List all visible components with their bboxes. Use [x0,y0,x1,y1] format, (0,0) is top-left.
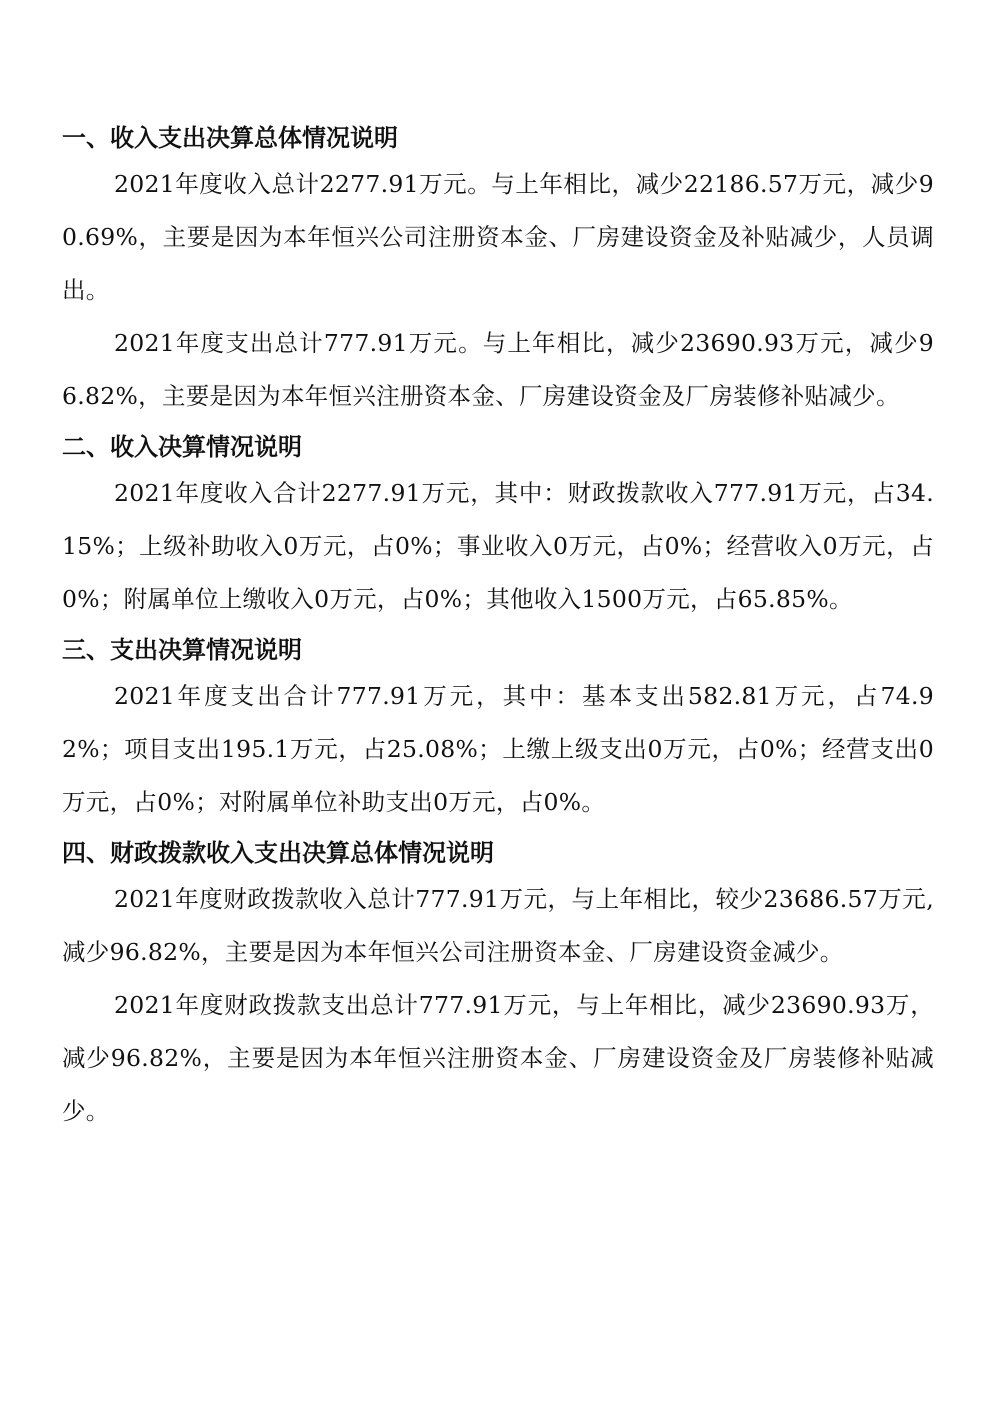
section-heading-3: 三、支出决算情况说明 [62,636,302,664]
section-heading-1: 一、收入支出决算总体情况说明 [62,124,398,152]
section-4-paragraph-2: 2021年度财政拨款支出总计777.91万元，与上年相比，减少23690.93万，减少96.82%，主要是因为本年恒兴注册资本金、厂房建设资金及厂房装修补贴减少。 [62,991,934,1125]
section-4-paragraph-1: 2021年度财政拨款收入总计777.91万元，与上年相比，较少23686.57万元,减少96.82%，主要是因为本年恒兴公司注册资本金、厂房建设资金减少。 [62,885,934,966]
section-heading-2: 二、收入决算情况说明 [62,433,302,461]
section-3-paragraph-1: 2021年度支出合计777.91万元，其中：基本支出582.81万元，占74.92%；项目支出195.1万元，占25.08%；上缴上级支出0万元，占0%；经营支出0万元，占0%；对附属单位补助支出0万元，占0%。 [62,682,934,816]
section-1-paragraph-1: 2021年度收入总计2277.91万元。与上年相比，减少22186.57万元，减少90.69%，主要是因为本年恒兴公司注册资本金、厂房建设资金及补贴减少，人员调出。 [62,170,934,304]
section-1-paragraph-2: 2021年度支出总计777.91万元。与上年相比，减少23690.93万元，减少96.82%，主要是因为本年恒兴注册资本金、厂房建设资金及厂房装修补贴减少。 [62,329,934,410]
document-page [62,118,934,1138]
section-2-paragraph-1: 2021年度收入合计2277.91万元，其中：财政拨款收入777.91万元，占34.15%；上级补助收入0万元，占0%；事业收入0万元，占0%；经营收入0万元，占0%；附属单位上缴收入0万元，占0%；其他收入1500万元，占65.85%。 [62,479,934,613]
section-heading-4: 四、财政拨款收入支出决算总体情况说明 [62,839,494,867]
